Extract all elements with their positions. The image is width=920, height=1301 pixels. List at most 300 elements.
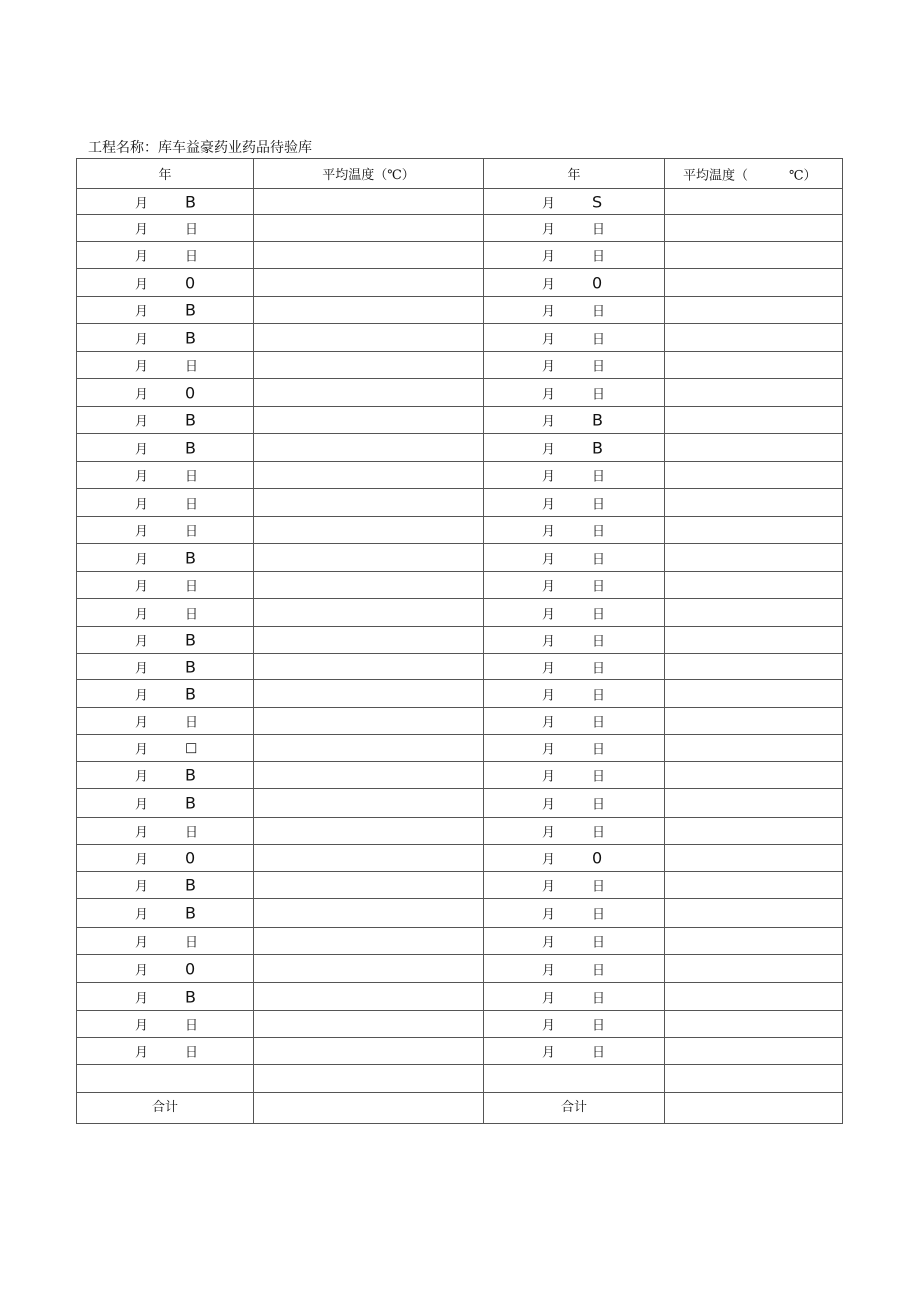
table-row <box>77 215 843 242</box>
right-temperature-cell[interactable] <box>665 434 843 462</box>
left-temperature-cell[interactable] <box>254 434 484 462</box>
day-value: 日 <box>592 935 606 951</box>
table-row <box>77 1038 843 1065</box>
right-temperature-cell[interactable] <box>665 599 843 627</box>
left-temperature-cell[interactable] <box>254 818 484 845</box>
month-label: 月 <box>135 222 149 238</box>
day-value: 日 <box>592 607 606 622</box>
right-temperature-cell[interactable] <box>665 680 843 708</box>
left-date-cell <box>77 242 254 269</box>
month-label: 月 <box>542 552 556 567</box>
day-value: 日 <box>592 742 606 758</box>
right-date-cell <box>484 872 665 899</box>
month-label: 月 <box>542 661 556 676</box>
header-temp-right-unit: ℃） <box>789 168 817 183</box>
day-value: B <box>592 438 603 457</box>
left-date-cell <box>77 1038 254 1065</box>
right-temperature-cell[interactable] <box>665 297 843 324</box>
month-label: 月 <box>135 742 149 758</box>
left-temperature-cell[interactable] <box>254 735 484 762</box>
right-temperature-cell[interactable] <box>665 352 843 379</box>
month-label: 月 <box>135 524 149 540</box>
header-year-left: 年 <box>77 159 254 189</box>
right-date-cell <box>484 899 665 928</box>
month-label: 月 <box>542 907 556 923</box>
month-label: 月 <box>542 222 556 238</box>
table-row <box>77 242 843 269</box>
day-value: B <box>185 903 196 923</box>
right-temperature-cell[interactable] <box>665 517 843 544</box>
left-date-cell <box>77 928 254 955</box>
month-label: 月 <box>135 387 149 402</box>
month-label: 月 <box>542 196 556 211</box>
left-date-cell <box>77 955 254 983</box>
right-date-cell <box>484 818 665 845</box>
left-temperature-cell[interactable] <box>254 215 484 242</box>
left-temperature-cell[interactable] <box>254 544 484 572</box>
right-date-cell <box>484 434 665 462</box>
header-temp-right-label: 平均温度（ <box>683 168 749 183</box>
month-label: 月 <box>542 277 556 292</box>
day-value: 日 <box>592 249 606 265</box>
day-value: B <box>185 657 196 676</box>
table-row <box>77 517 843 544</box>
table-row <box>77 297 843 324</box>
right-temperature-cell[interactable] <box>665 955 843 983</box>
right-temperature-cell[interactable] <box>665 489 843 517</box>
right-date-cell <box>484 462 665 489</box>
header-temp-left: 平均温度（℃） <box>254 159 484 189</box>
table-row <box>77 928 843 955</box>
day-value: 日 <box>592 222 606 238</box>
left-temperature-cell[interactable] <box>254 1038 484 1065</box>
left-temperature-cell[interactable] <box>254 599 484 627</box>
day-value: 日 <box>185 359 199 375</box>
day-value: 0 <box>185 273 196 292</box>
month-label: 月 <box>542 688 556 703</box>
table-row <box>77 762 843 789</box>
right-temperature-cell[interactable] <box>665 789 843 818</box>
right-date-cell <box>484 352 665 379</box>
month-label: 月 <box>542 497 556 512</box>
day-value: 日 <box>592 769 606 785</box>
left-date-cell <box>77 297 254 324</box>
day-value: 日 <box>592 715 606 731</box>
right-date-cell <box>484 544 665 572</box>
day-value: 日 <box>185 825 199 841</box>
day-value: 0 <box>185 848 196 868</box>
header-temp-right <box>665 159 843 189</box>
left-temperature-cell[interactable] <box>254 407 484 434</box>
day-value: B <box>185 684 196 703</box>
month-label: 月 <box>542 769 556 785</box>
right-temperature-cell[interactable] <box>665 845 843 872</box>
left-temperature-cell[interactable] <box>254 572 484 599</box>
right-date-cell <box>484 269 665 297</box>
left-temperature-cell[interactable] <box>254 762 484 789</box>
left-date-cell <box>77 215 254 242</box>
right-temperature-cell[interactable] <box>665 818 843 845</box>
day-value: 日 <box>592 304 606 320</box>
day-value: B <box>185 300 196 320</box>
day-value: 日 <box>185 1018 199 1034</box>
day-value: S <box>592 192 603 211</box>
right-date-cell <box>484 680 665 708</box>
left-date-cell <box>77 872 254 899</box>
day-value: B <box>185 328 196 347</box>
right-date-cell <box>484 489 665 517</box>
left-date-cell <box>77 762 254 789</box>
month-label: 月 <box>542 304 556 320</box>
left-temperature-cell[interactable] <box>254 462 484 489</box>
header-row <box>77 159 843 189</box>
table-row <box>77 845 843 872</box>
month-label: 月 <box>135 1045 149 1061</box>
right-temperature-cell[interactable] <box>665 544 843 572</box>
day-value: 日 <box>592 688 606 703</box>
month-label: 月 <box>542 963 556 978</box>
right-date-cell <box>484 983 665 1011</box>
left-date-cell <box>77 789 254 818</box>
day-value: 日 <box>592 1018 606 1034</box>
month-label: 月 <box>135 715 149 731</box>
right-temperature-cell[interactable] <box>665 872 843 899</box>
right-date-cell <box>484 654 665 680</box>
right-date-cell <box>484 324 665 352</box>
month-label: 月 <box>542 797 556 813</box>
left-temperature-cell[interactable] <box>254 928 484 955</box>
right-temperature-cell[interactable] <box>665 899 843 928</box>
month-label: 月 <box>135 907 149 923</box>
right-temperature-cell[interactable] <box>665 189 843 215</box>
day-value: 0 <box>592 848 603 868</box>
day-value: 日 <box>592 634 606 650</box>
left-date-cell <box>77 379 254 407</box>
left-date-cell <box>77 627 254 654</box>
month-label: 月 <box>542 607 556 622</box>
right-date-cell <box>484 242 665 269</box>
day-value: 日 <box>592 387 606 402</box>
month-label: 月 <box>135 661 149 676</box>
month-label: 月 <box>135 963 149 978</box>
blank-cell[interactable] <box>77 1065 254 1093</box>
blank-cell[interactable] <box>254 1065 484 1093</box>
day-value: B <box>185 630 196 650</box>
month-label: 月 <box>135 304 149 320</box>
table-row <box>77 434 843 462</box>
day-value: 日 <box>592 469 606 485</box>
left-date-cell <box>77 407 254 434</box>
day-value: 0 <box>185 383 196 402</box>
left-date-cell <box>77 845 254 872</box>
month-label: 月 <box>135 797 149 813</box>
day-value: 日 <box>592 552 606 567</box>
table-row <box>77 955 843 983</box>
day-value: 日 <box>592 579 606 595</box>
left-temperature-cell[interactable] <box>254 269 484 297</box>
table-row <box>77 735 843 762</box>
table-row <box>77 899 843 928</box>
right-temperature-cell[interactable] <box>665 1011 843 1038</box>
left-temperature-cell[interactable] <box>254 983 484 1011</box>
right-temperature-cell[interactable] <box>665 462 843 489</box>
month-label: 月 <box>542 634 556 650</box>
left-temperature-cell[interactable] <box>254 680 484 708</box>
month-label: 月 <box>542 879 556 895</box>
right-date-cell <box>484 572 665 599</box>
table-row <box>77 818 843 845</box>
left-date-cell <box>77 462 254 489</box>
left-temperature-cell[interactable] <box>254 1011 484 1038</box>
left-temperature-cell[interactable] <box>254 955 484 983</box>
month-label: 月 <box>135 414 149 430</box>
month-label: 月 <box>135 442 149 457</box>
month-label: 月 <box>135 852 149 868</box>
day-value: B <box>185 793 196 813</box>
right-temperature-cell[interactable] <box>665 324 843 352</box>
right-date-cell <box>484 762 665 789</box>
total-label-right: 合计 <box>484 1093 665 1124</box>
left-date-cell <box>77 899 254 928</box>
right-temperature-cell[interactable] <box>665 735 843 762</box>
table-row <box>77 872 843 899</box>
right-temperature-cell[interactable] <box>665 928 843 955</box>
table-row <box>77 379 843 407</box>
day-value: 日 <box>592 963 606 978</box>
left-temperature-cell[interactable] <box>254 297 484 324</box>
day-value: B <box>185 410 196 430</box>
right-date-cell <box>484 189 665 215</box>
month-label: 月 <box>542 935 556 951</box>
month-label: 月 <box>542 579 556 595</box>
left-temperature-cell[interactable] <box>254 352 484 379</box>
total-value-left[interactable] <box>254 1093 484 1124</box>
day-value: 日 <box>592 661 606 676</box>
blank-cell[interactable] <box>665 1065 843 1093</box>
month-label: 月 <box>135 769 149 785</box>
month-label: 月 <box>542 249 556 265</box>
left-date-cell <box>77 708 254 735</box>
right-date-cell <box>484 215 665 242</box>
month-label: 月 <box>542 1018 556 1034</box>
day-value: B <box>185 438 196 457</box>
right-date-cell <box>484 297 665 324</box>
day-value: 日 <box>185 607 199 622</box>
day-value: 日 <box>592 879 606 895</box>
month-label: 月 <box>542 715 556 731</box>
month-label: 月 <box>135 607 149 622</box>
day-value: 日 <box>592 332 606 347</box>
day-value: 日 <box>185 579 199 595</box>
month-label: 月 <box>135 825 149 841</box>
right-date-cell <box>484 627 665 654</box>
month-label: 月 <box>135 196 149 211</box>
right-temperature-cell[interactable] <box>665 708 843 735</box>
right-date-cell <box>484 599 665 627</box>
blank-cell[interactable] <box>484 1065 665 1093</box>
right-temperature-cell[interactable] <box>665 379 843 407</box>
table-row <box>77 572 843 599</box>
table-row <box>77 407 843 434</box>
day-value: 日 <box>592 1045 606 1061</box>
month-label: 月 <box>542 332 556 347</box>
month-label: 月 <box>542 387 556 402</box>
left-date-cell <box>77 544 254 572</box>
right-date-cell <box>484 789 665 818</box>
day-value: 0 <box>185 959 196 978</box>
left-temperature-cell[interactable] <box>254 489 484 517</box>
right-temperature-cell[interactable] <box>665 1038 843 1065</box>
left-date-cell <box>77 269 254 297</box>
table-row <box>77 654 843 680</box>
left-date-cell <box>77 434 254 462</box>
left-temperature-cell[interactable] <box>254 899 484 928</box>
right-temperature-cell[interactable] <box>665 269 843 297</box>
right-date-cell <box>484 845 665 872</box>
left-temperature-cell[interactable] <box>254 708 484 735</box>
table-row <box>77 983 843 1011</box>
month-label: 月 <box>542 991 556 1006</box>
left-date-cell <box>77 654 254 680</box>
right-date-cell <box>484 928 665 955</box>
left-temperature-cell[interactable] <box>254 379 484 407</box>
left-temperature-cell[interactable] <box>254 189 484 215</box>
day-value: B <box>592 410 603 430</box>
left-temperature-cell[interactable] <box>254 242 484 269</box>
day-value: B <box>185 875 196 895</box>
right-temperature-cell[interactable] <box>665 215 843 242</box>
table-row <box>77 489 843 517</box>
day-value: 日 <box>185 1045 199 1061</box>
day-value: 日 <box>185 249 199 265</box>
left-temperature-cell[interactable] <box>254 654 484 680</box>
month-label: 月 <box>135 991 149 1006</box>
table-row <box>77 189 843 215</box>
left-date-cell <box>77 324 254 352</box>
right-date-cell <box>484 955 665 983</box>
table-row <box>77 324 843 352</box>
left-temperature-cell[interactable] <box>254 517 484 544</box>
temperature-log-table <box>76 158 843 1124</box>
right-date-cell <box>484 379 665 407</box>
table-row <box>77 544 843 572</box>
table-row <box>77 462 843 489</box>
left-temperature-cell[interactable] <box>254 627 484 654</box>
table-row <box>77 352 843 379</box>
total-row <box>77 1093 843 1124</box>
day-value: 日 <box>185 469 199 485</box>
day-value: 日 <box>185 222 199 238</box>
right-temperature-cell[interactable] <box>665 572 843 599</box>
table-row <box>77 269 843 297</box>
month-label: 月 <box>135 469 149 485</box>
day-value: 日 <box>592 991 606 1006</box>
total-value-right[interactable] <box>665 1093 843 1124</box>
month-label: 月 <box>542 524 556 540</box>
day-value: 日 <box>592 825 606 841</box>
right-temperature-cell[interactable] <box>665 654 843 680</box>
day-value: B <box>185 548 196 567</box>
total-label-left: 合计 <box>77 1093 254 1124</box>
month-label: 月 <box>135 579 149 595</box>
table-row <box>77 1011 843 1038</box>
left-date-cell <box>77 572 254 599</box>
right-date-cell <box>484 708 665 735</box>
right-date-cell <box>484 1038 665 1065</box>
month-label: 月 <box>135 935 149 951</box>
table-row <box>77 708 843 735</box>
left-date-cell <box>77 189 254 215</box>
right-temperature-cell[interactable] <box>665 407 843 434</box>
right-date-cell <box>484 735 665 762</box>
left-date-cell <box>77 352 254 379</box>
month-label: 月 <box>542 742 556 758</box>
month-label: 月 <box>542 852 556 868</box>
month-label: 月 <box>542 1045 556 1061</box>
month-label: 月 <box>542 359 556 375</box>
left-temperature-cell[interactable] <box>254 845 484 872</box>
header-year-right: 年 <box>484 159 665 189</box>
day-value: 日 <box>185 715 199 731</box>
month-label: 月 <box>135 277 149 292</box>
day-value: 日 <box>185 935 199 951</box>
left-date-cell <box>77 599 254 627</box>
table-row <box>77 680 843 708</box>
right-date-cell <box>484 517 665 544</box>
blank-row <box>77 1065 843 1093</box>
left-temperature-cell[interactable] <box>254 872 484 899</box>
table-row <box>77 789 843 818</box>
left-temperature-cell[interactable] <box>254 789 484 818</box>
left-date-cell <box>77 489 254 517</box>
document-title: 工程名称：库车益豪药业药品待验库 <box>88 140 312 156</box>
month-label: 月 <box>135 359 149 375</box>
month-label: 月 <box>542 825 556 841</box>
right-temperature-cell[interactable] <box>665 242 843 269</box>
table-row <box>77 627 843 654</box>
right-temperature-cell[interactable] <box>665 983 843 1011</box>
month-label: 月 <box>542 469 556 485</box>
month-label: 月 <box>135 634 149 650</box>
right-date-cell <box>484 407 665 434</box>
right-temperature-cell[interactable] <box>665 762 843 789</box>
month-label: 月 <box>135 552 149 567</box>
day-value: 日 <box>592 524 606 540</box>
right-date-cell <box>484 1011 665 1038</box>
table-row <box>77 599 843 627</box>
left-date-cell <box>77 517 254 544</box>
day-value: 日 <box>592 497 606 512</box>
month-label: 月 <box>135 879 149 895</box>
day-value: B <box>185 192 196 211</box>
day-value: 0 <box>592 273 603 292</box>
day-value: 日 <box>592 907 606 923</box>
day-value: B <box>185 987 196 1006</box>
day-value: □ <box>185 740 198 756</box>
month-label: 月 <box>542 442 556 457</box>
left-date-cell <box>77 735 254 762</box>
right-temperature-cell[interactable] <box>665 627 843 654</box>
day-value: 日 <box>185 524 199 540</box>
left-date-cell <box>77 818 254 845</box>
left-date-cell <box>77 983 254 1011</box>
left-temperature-cell[interactable] <box>254 324 484 352</box>
month-label: 月 <box>542 414 556 430</box>
month-label: 月 <box>135 1018 149 1034</box>
left-date-cell <box>77 680 254 708</box>
day-value: 日 <box>185 497 199 512</box>
day-value: 日 <box>592 359 606 375</box>
